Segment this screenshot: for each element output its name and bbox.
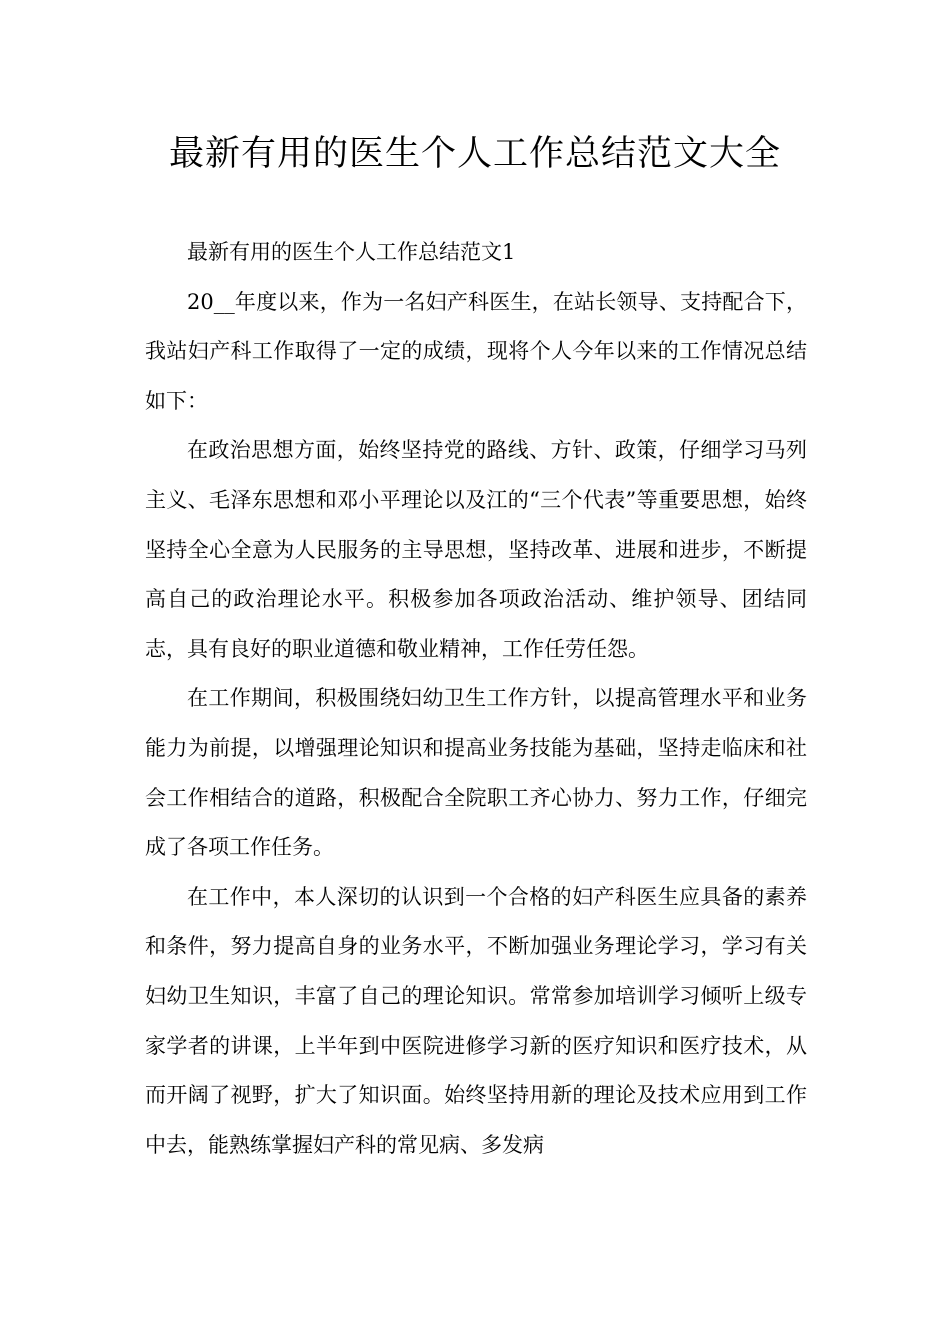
paragraph-section-heading: 最新有用的医生个人工作总结范文1 [187,240,516,264]
paragraph-political: 在政治思想方面，始终坚持党的路线、方针、政策，仔细学习马列主义、毛泽东思想和邓小平理论以及江的“三个代表”等重要思想，始终坚持全心全意为人民服务的主导思想，坚持改革、进展和进步，不断提高自己的政治理论水平。积极参加各项政治活动、维护领导、团结同志，具有良好的职业道德和敬业精神，工作任劳任怨。 [145,438,807,661]
paragraph-intro: 20__年度以来，作为一名妇产科医生，在站长领导、支持配合下，我站妇产科工作取得了一定的成绩，现将个人今年以来的工作情况总结如下： [145,289,807,413]
document-title: 最新有用的医生个人工作总结范文大全 [168,134,781,174]
document-body [145,228,807,1170]
paragraph-work-period: 在工作期间，积极围绕妇幼卫生工作方针，以提高管理水平和业务能力为前提，以增强理论知识和提高业务技能为基础，坚持走临床和社会工作相结合的道路，积极配合全院职工齐心协力、努力工作，仔细完成了各项工作任务。 [145,686,807,860]
paragraph-professional: 在工作中，本人深切的认识到一个合格的妇产科医生应具备的素养和条件，努力提高自身的业务水平，不断加强业务理论学习，学习有关妇幼卫生知识，丰富了自己的理论知识。常常参加培训学习倾听上级专家学者的讲课，上半年到中医院进修学习新的医疗知识和医疗技术，从而开阔了视野，扩大了知识面。始终坚持用新的理论及技术应用到工作中去，能熟练掌握妇产科的常见病、多发病 [145,884,807,1157]
